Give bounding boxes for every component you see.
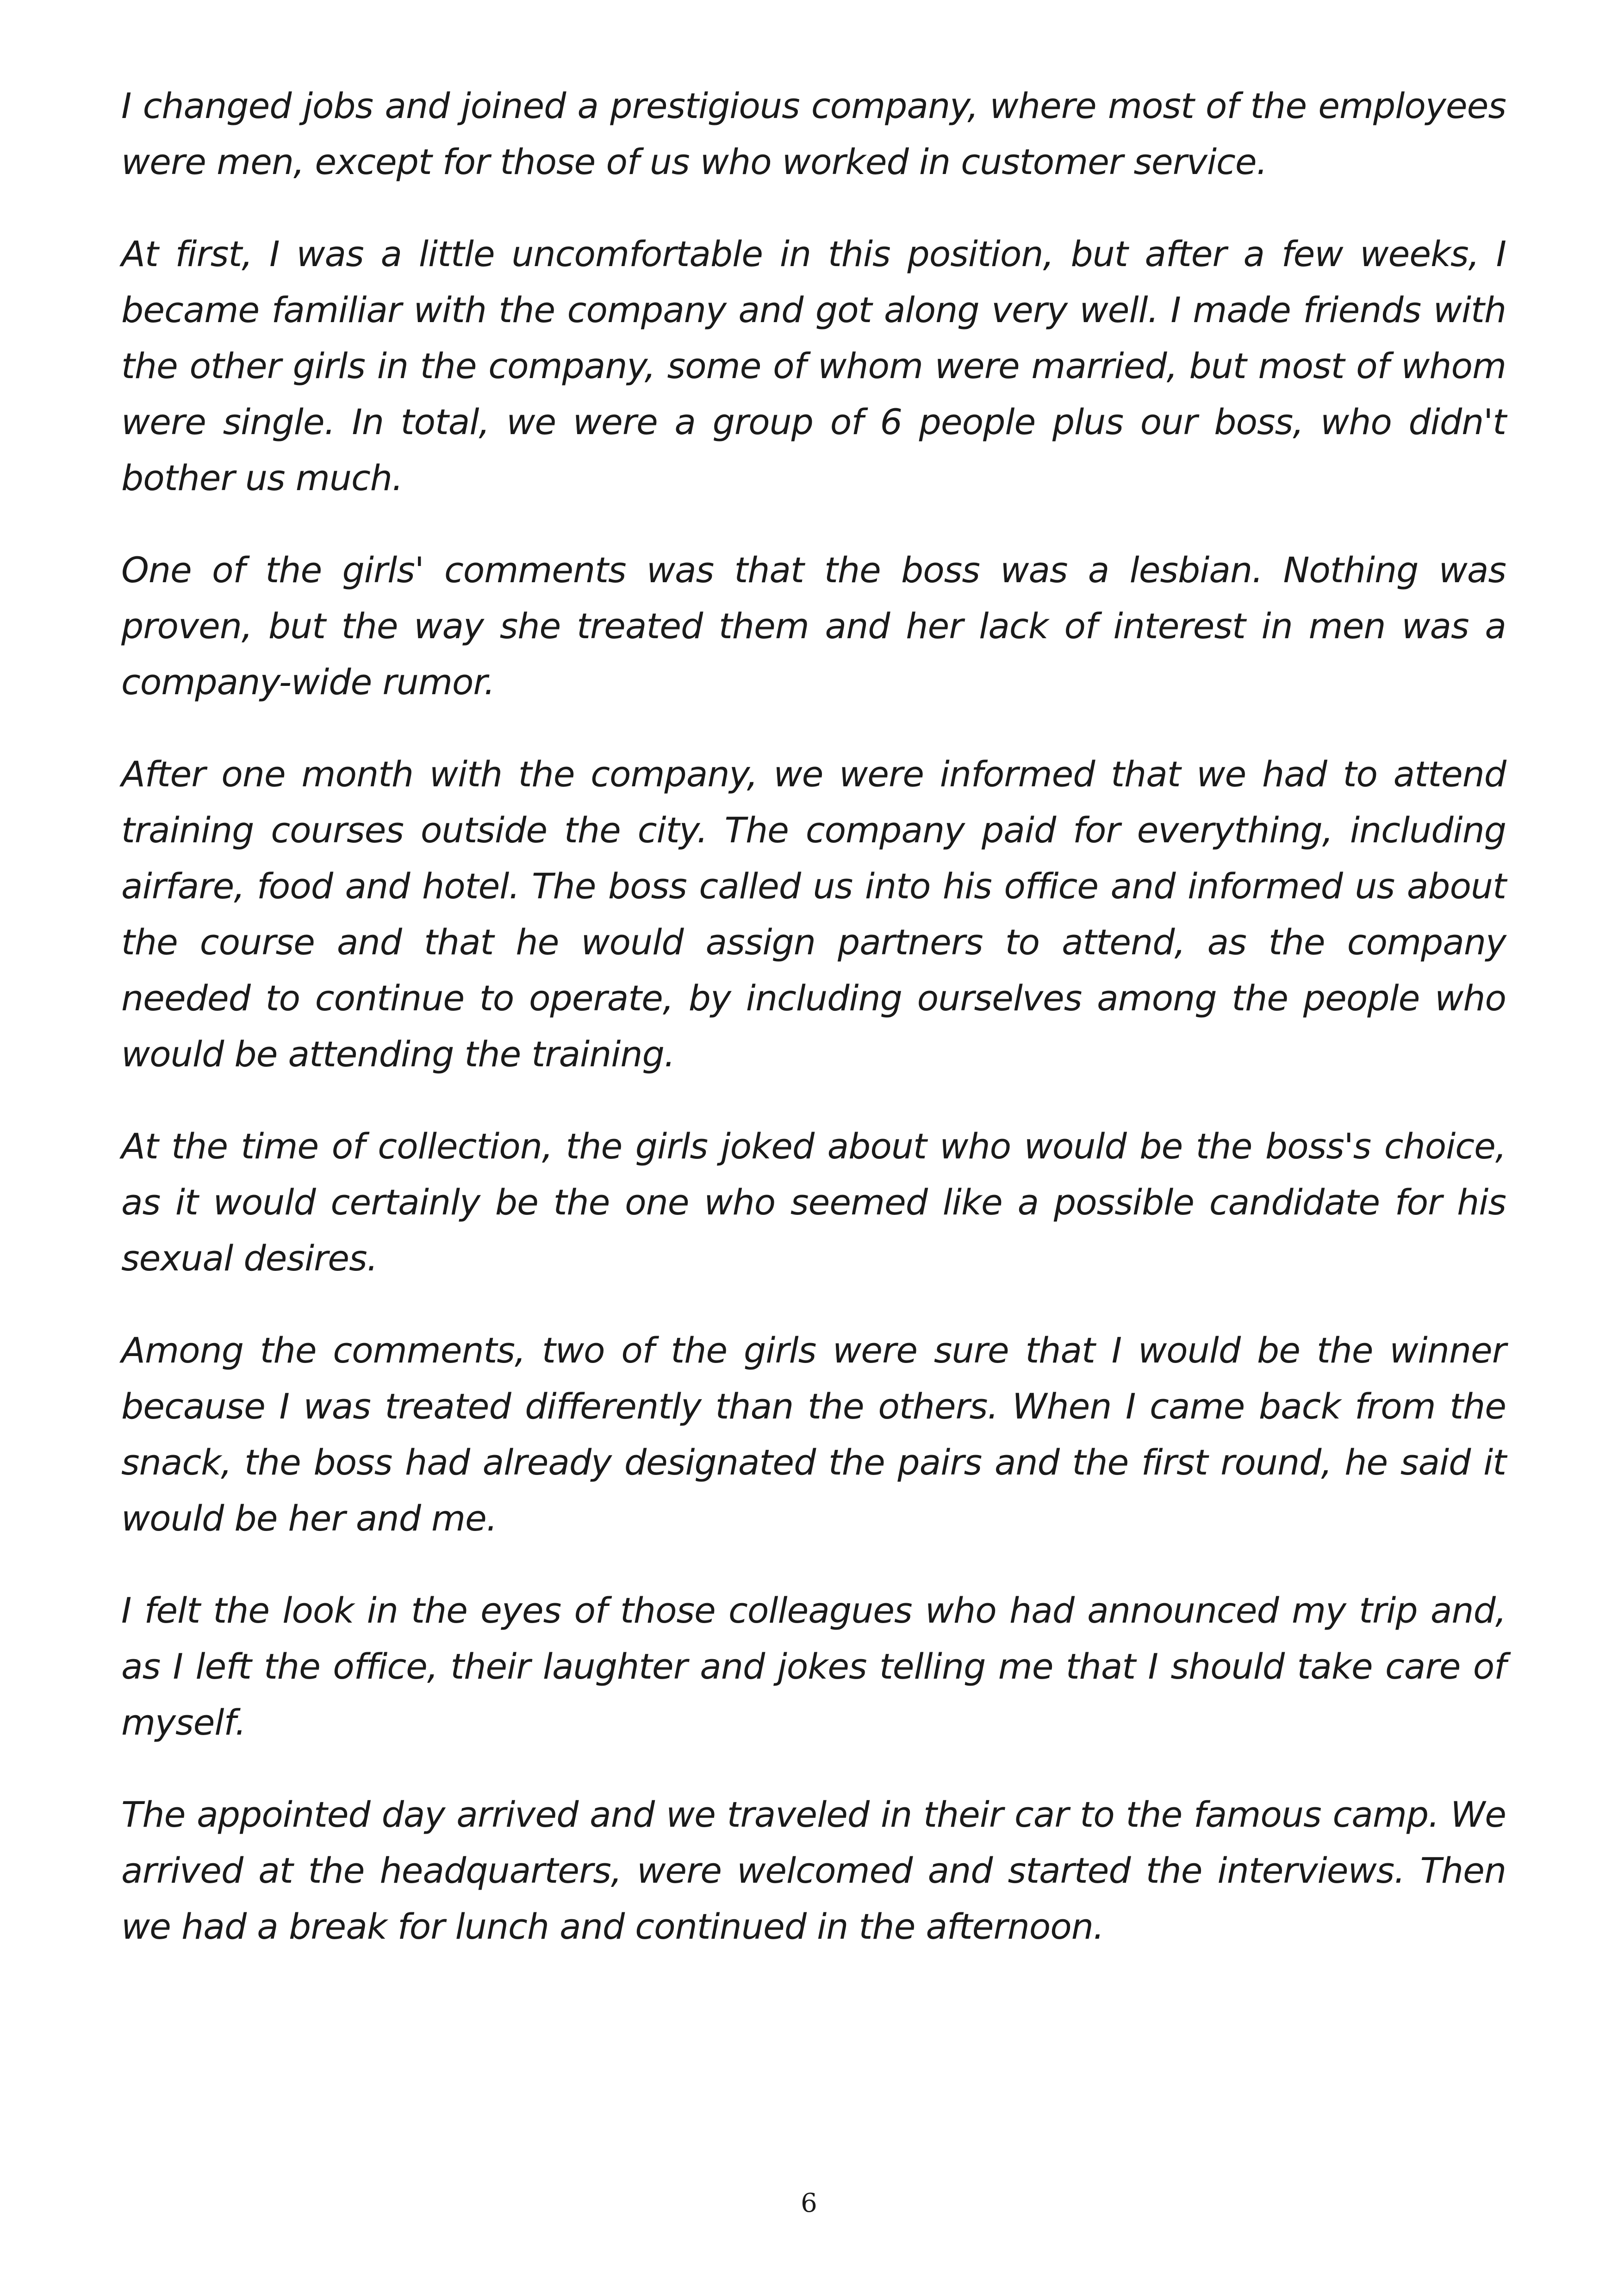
paragraph: At first, I was a little uncomfortable in this position, but after a few weeks, I became familiar with the company and got along very well. I made friends with the other girls in the company, some of whom were married, but most of whom were single. In total, we were a group of 6 people plus our boss, who didn't bother us much. (121, 233, 1506, 498)
paragraph: I felt the look in the eyes of those colleagues who had announced my trip and, as I left the office, their laughter and jokes telling me that I should take care of myself. (121, 1590, 1506, 1743)
paragraph: Among the comments, two of the girls were sure that I would be the winner because I was treated differently than the others. When I came back from the snack, the boss had already designated the pairs and the first round, he said it would be her and me. (121, 1330, 1506, 1539)
paragraph: I changed jobs and joined a prestigious company, where most of the employees were men, except for those of us who worked in customer service. (121, 85, 1506, 182)
paragraph: After one month with the company, we were informed that we had to attend training courses outside the city. The company paid for everything, including airfare, food and hotel. The boss called us into his office and informed us about the course and that he would assign partners to attend, as the company needed to continue to operate, by including ourselves among the people who would be attending the training. (121, 753, 1506, 1075)
paragraph: At the time of collection, the girls joked about who would be the boss's choice, as it would certainly be the one who seemed like a possible candidate for his sexual desires. (121, 1126, 1506, 1279)
body-text (121, 78, 1506, 1991)
paragraph: The appointed day arrived and we traveled in their car to the famous camp. We arrived at the headquarters, were welcomed and started the interviews. Then we had a break for lunch and continued in the afternoon. (121, 1794, 1506, 1947)
page-number: 6 (801, 2188, 817, 2218)
paragraph: One of the girls' comments was that the boss was a lesbian. Nothing was proven, but the way she treated them and her lack of interest in men was a company-wide rumor. (121, 549, 1506, 703)
